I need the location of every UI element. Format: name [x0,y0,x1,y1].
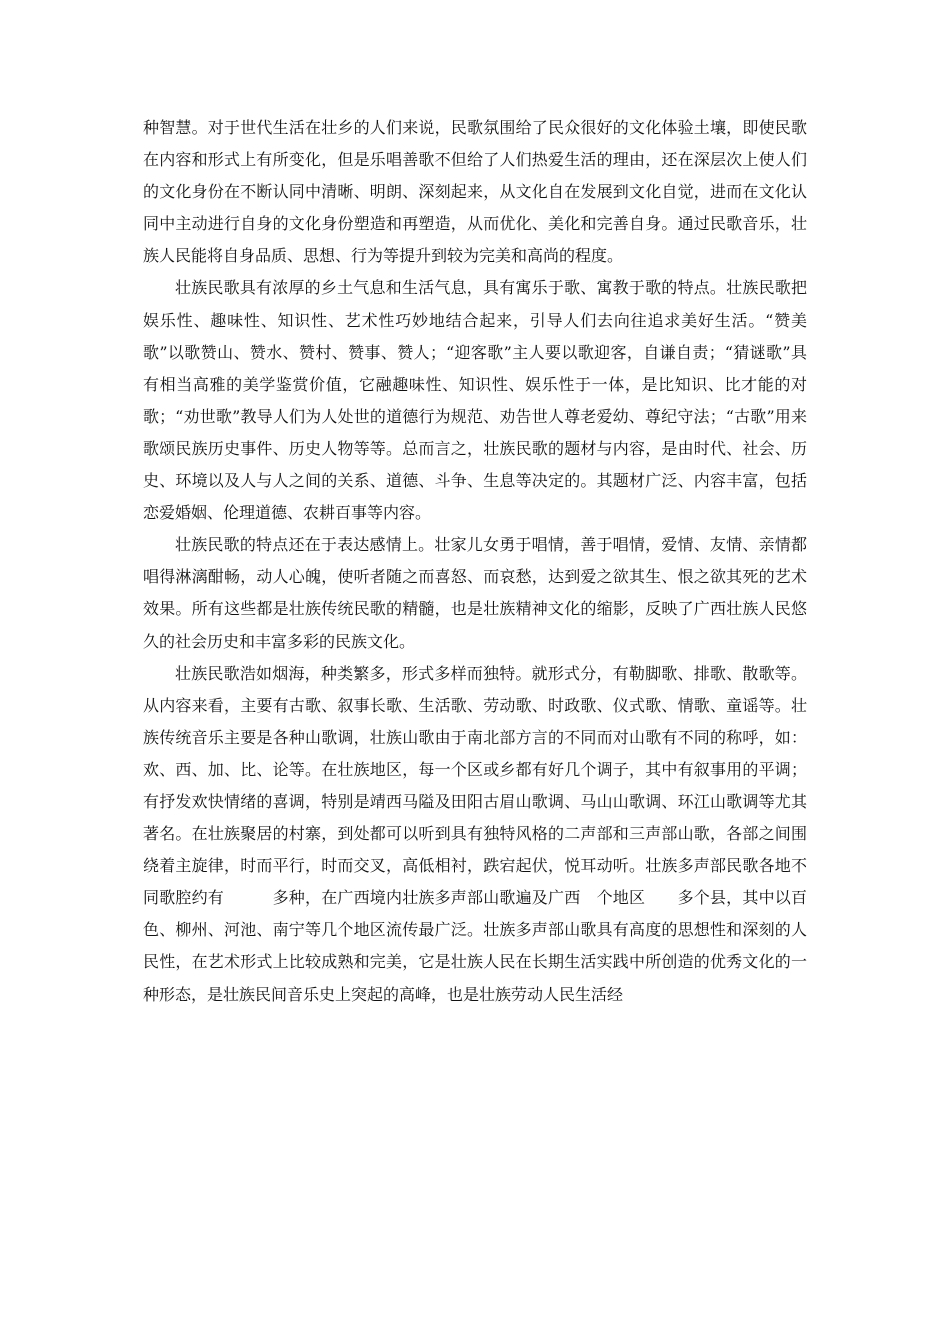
paragraph: 壮族民歌浩如烟海，种类繁多，形式多样而独特。就形式分，有勒脚歌、排歌、散歌等。从内容来看，主要有古歌、叙事长歌、生活歌、劳动歌、时政歌、仪式歌、情歌、童谣等。壮族传统音乐主要是各种山歌调，壮族山歌由于南北部方言的不同而对山歌有不同的称呼，如：欢、西、加、比、论等。在壮族地区，每一个区或乡都有好几个调子，其中有叙事用的平调；有抒发欢快情绪的喜调，特别是靖西马隘及田阳古眉山歌调、马山山歌调、环江山歌调等尤其著名。在壮族聚居的村寨，到处都可以听到具有独特风格的二声部和三声部山歌，各部之间围绕着主旋律，时而平行，时而交叉，高低相衬，跌宕起伏，悦耳动听。壮族多声部民歌各地不同歌腔约有 多种，在广西境内壮族多声部山歌遍及广西 个地区 多个县，其中以百色、柳州、河池、南宁等几个地区流传最广泛。壮族多声部山歌具有高度的思想性和深刻的人民性，在艺术形式上比较成熟和完美，它是壮族人民在长期生活实践中所创造的优秀文化的一种形态，是壮族民间音乐史上突起的高峰，也是壮族劳动人民生活经 [143,663,807,1004]
paragraph: 壮族民歌的特点还在于表达感情上。壮家儿女勇于唱情，善于唱情，爱情、友情、亲情都唱得淋漓酣畅，动人心魄，使听者随之而喜怒、而哀愁，达到爱之欲其生、恨之欲其死的艺术效果。所有这些都是壮族传统民歌的精髓，也是壮族精神文化的缩影，反映了广西壮族人民悠久的社会历史和丰富多彩的民族文化。 [143,535,807,651]
document-page [143,112,807,1011]
paragraph: 壮族民歌具有浓厚的乡土气息和生活气息，具有寓乐于歌、寓教于歌的特点。壮族民歌把娱乐性、趣味性、知识性、艺术性巧妙地结合起来，引导人们去向往追求美好生活。“赞美歌”以歌赞山、赞水、赞村、赞事、赞人；“迎客歌”主人要以歌迎客，自谦自责；“猜谜歌”具有相当高雅的美学鉴赏价值，它融趣味性、知识性、娱乐性于一体，是比知识、比才能的对歌；“劝世歌”教导人们为人处世的道德行为规范、劝告世人尊老爱幼、尊纪守法；“古歌”用来歌颂民族历史事件、历史人物等等。总而言之，壮族民歌的题材与内容，是由时代、社会、历史、环境以及人与人之间的关系、道德、斗争、生息等决定的。其题材广泛、内容丰富，包括恋爱婚姻、伦理道德、农耕百事等内容。 [143,278,807,523]
paragraph: 种智慧。对于世代生活在壮乡的人们来说，民歌氛围给了民众很好的文化体验土壤，即使民歌在内容和形式上有所变化，但是乐唱善歌不但给了人们热爱生活的理由，还在深层次上使人们的文化身份在不断认同中清晰、明朗、深刻起来，从文化自在发展到文化自觉，进而在文化认同中主动进行自身的文化身份塑造和再塑造，从而优化、美化和完善自身。通过民歌音乐，壮族人民能将自身品质、思想、行为等提升到较为完美和高尚的程度。 [143,118,807,266]
